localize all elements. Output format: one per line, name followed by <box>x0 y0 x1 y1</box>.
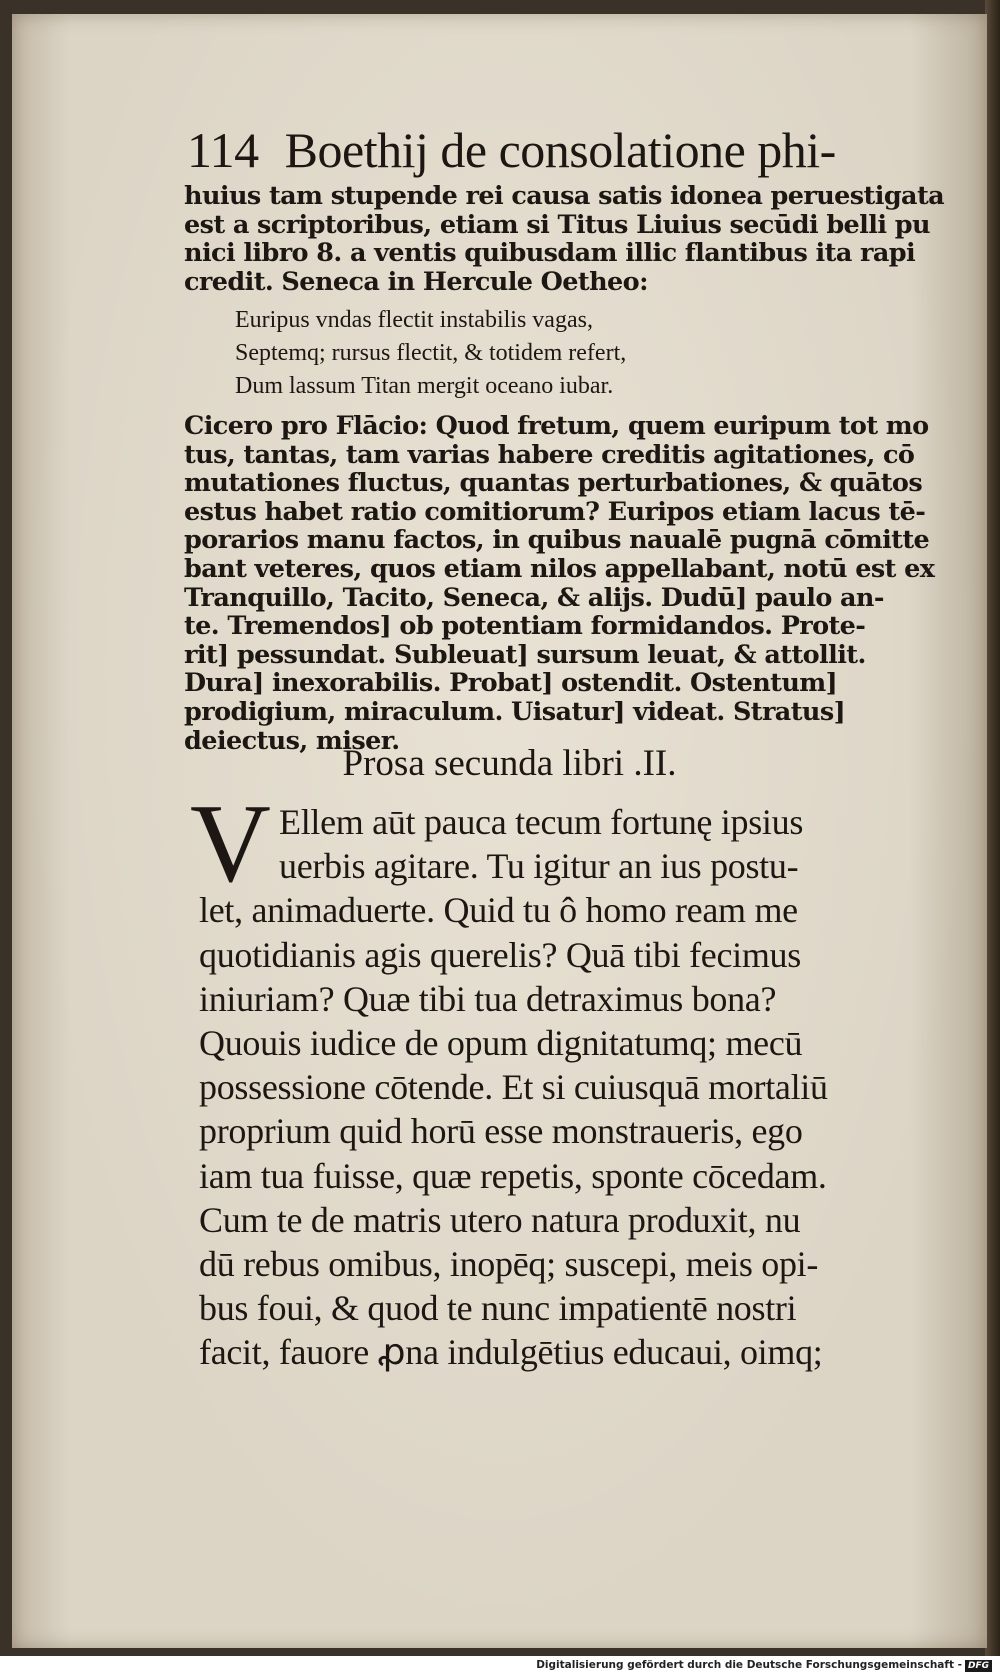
section-heading: Prosa secunda libri .II. <box>342 743 677 784</box>
commentary-block-1 <box>184 181 945 297</box>
commentary-line: rit] pessundat. Subleuat] sursum leuat, & attollit. <box>184 639 866 670</box>
commentary-line: Tranquillo, Tacito, Seneca, & alijs. Dudū] paulo an- <box>184 582 884 613</box>
commentary-line: te. Tremendos] ob potentiam formidandos. Prote- <box>184 611 866 642</box>
verse-line: Euripus vndas flectit instabilis vagas, <box>235 307 593 333</box>
commentary-line: tus, tantas, tam varias habere creditis agitationes, cō <box>184 439 915 470</box>
prose-line: Ellem aūt pauca tecum fortunę ipsius <box>279 802 804 842</box>
commentary-line: porarios manu factos, in quibus naualē pugnā cōmitte <box>184 525 930 556</box>
prose-line: uerbis agitare. Tu igitur an ius postu- <box>279 846 799 887</box>
commentary-line: prodigium, miraculum. Uisatur] videat. Stratus] <box>184 696 846 727</box>
commentary-line: Cicero pro Flācio: Quod fretum, quem euripum tot mo <box>184 411 929 441</box>
commentary-line: est a scriptoribus, etiam si Titus Liuius secūdi belli pu <box>184 209 930 240</box>
prose-line: quotidianis agis querelis? Quā tibi fecimus <box>199 934 801 975</box>
running-title: Boethij de consolatione phi- <box>284 122 836 178</box>
running-head <box>187 122 836 178</box>
prose-line: Cum te de matris utero natura produxit, nu <box>199 1199 801 1240</box>
book-page <box>12 14 987 1648</box>
commentary-line: huius tam stupende rei causa satis idonea peruestigata <box>184 181 945 211</box>
commentary-line: estus habet ratio comitiorum? Euripos etiam lacus tē- <box>184 496 926 527</box>
digitization-credit <box>536 1659 992 1672</box>
commentary-line: credit. Seneca in Hercule Oetheo: <box>184 266 648 297</box>
commentary-line: bant veteres, quos etiam nilos appellabant, notū est ex <box>184 553 935 584</box>
prose-line: iniuriam? Quæ tibi tua detraximus bona? <box>199 978 777 1019</box>
commentary-line: mutationes fluctus, quantas perturbationes, & quātos <box>184 468 923 499</box>
verse-line: Dum lassum Titan mergit oceano iubar. <box>235 373 614 399</box>
prose-line: let, animaduerte. Quid tu ô homo ream me <box>199 890 798 931</box>
prose-line: facit, fauore ꝓna indulgētius educaui, oimq; <box>199 1332 823 1373</box>
book-edge <box>985 0 1000 1656</box>
prose-line: Quouis iudice de opum dignitatumq; mecū <box>199 1022 803 1063</box>
drop-capital: V <box>190 782 271 906</box>
verse-line: Septemq; rursus flectit, & totidem refert, <box>235 340 627 366</box>
verse-quotation <box>235 304 875 403</box>
page-number: 114 <box>187 122 259 178</box>
commentary-line: nici libro 8. a ventis quibusdam illic flantibus ita rapi <box>184 238 916 269</box>
prose-line: bus foui, & quod te nunc impatientē nostri <box>199 1288 797 1329</box>
prose-line: iam tua fuisse, quæ repetis, sponte cōcedam. <box>199 1155 827 1196</box>
prose-line: dū rebus omibus, inopēq; suscepi, meis opi- <box>199 1243 819 1284</box>
prose-line: proprium quid horū esse monstraueris, ego <box>199 1111 803 1152</box>
dfg-logo: DFG <box>965 1660 992 1672</box>
commentary-line: deiectus, miser. <box>184 725 400 756</box>
prose-line: possessione cōtende. Et si cuiusquā mortaliū <box>199 1067 828 1108</box>
credit-text: Digitalisierung gefördert durch die Deutsche Forschungsgemeinschaft - <box>536 1659 962 1671</box>
prose-text <box>199 800 919 1374</box>
commentary-line: Dura] inexorabilis. Probat] ostendit. Ostentum] <box>184 668 838 699</box>
commentary-block-2 <box>184 411 935 756</box>
